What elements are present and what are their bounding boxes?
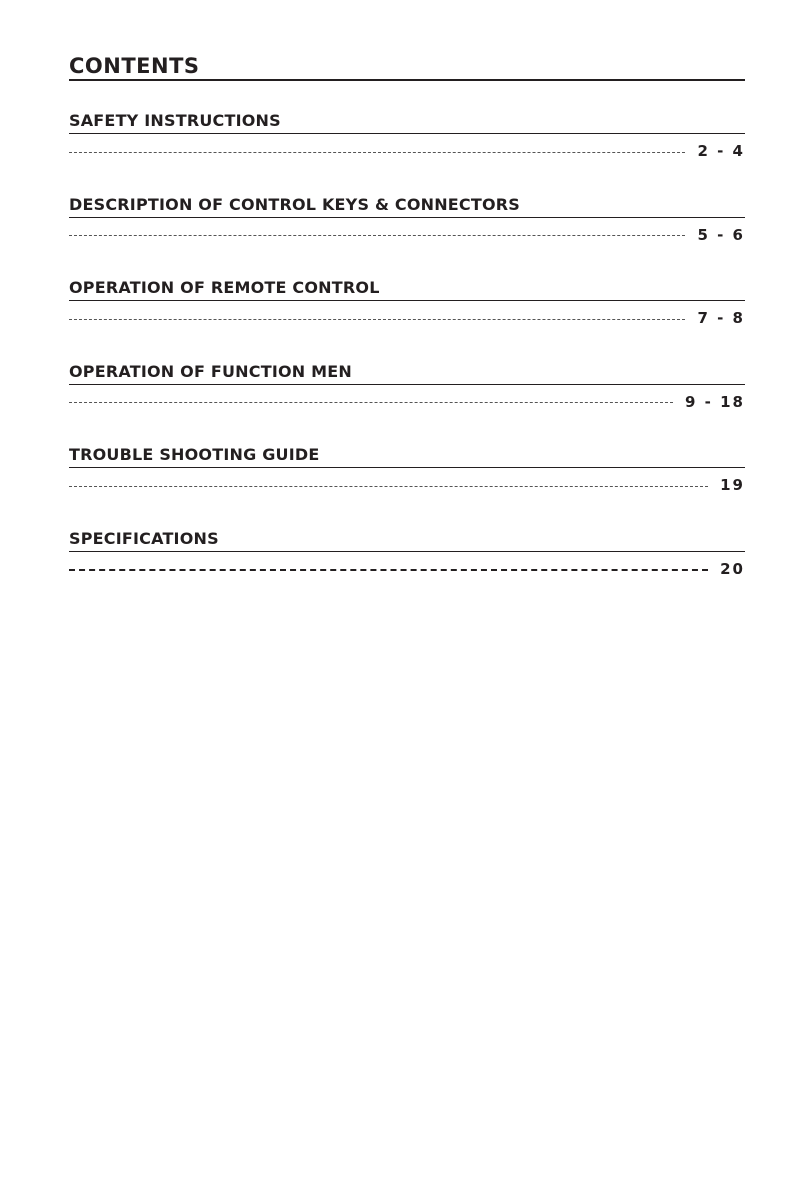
toc-heading — [69, 362, 745, 386]
toc-page-range: 9 - 18 — [685, 392, 745, 411]
contents-title: CONTENTS — [69, 54, 745, 81]
toc-heading-rule — [69, 133, 745, 134]
toc-heading-rule — [69, 217, 745, 218]
toc-entry-control-keys — [69, 195, 745, 279]
toc-entry-specifications — [69, 529, 745, 613]
dotted-leader — [69, 486, 708, 487]
toc-leader-row — [69, 475, 745, 495]
toc-page-range: 19 — [720, 476, 745, 495]
dotted-leader — [69, 235, 685, 236]
toc-entry-trouble-shooting — [69, 445, 745, 529]
toc-heading-text: OPERATION OF FUNCTION MEN — [69, 361, 352, 381]
dotted-leader — [69, 402, 673, 403]
toc-leader-row — [69, 392, 745, 412]
toc-leader-row — [69, 559, 745, 579]
toc-page-range: 7 - 8 — [697, 309, 745, 328]
toc-entry-safety-instructions — [69, 111, 745, 195]
toc-heading — [69, 529, 745, 553]
dotted-leader — [69, 569, 708, 571]
toc-list — [69, 111, 745, 613]
dotted-leader — [69, 319, 685, 320]
toc-heading-rule — [69, 467, 745, 468]
toc-page-range: 5 - 6 — [697, 225, 745, 244]
toc-leader-row — [69, 308, 745, 328]
toc-heading — [69, 278, 745, 302]
toc-leader-row — [69, 141, 745, 161]
toc-heading-rule — [69, 300, 745, 301]
dotted-leader — [69, 152, 685, 153]
toc-heading — [69, 111, 745, 135]
toc-heading-text: DESCRIPTION OF CONTROL KEYS & CONNECTORS — [69, 194, 521, 214]
toc-heading-text: OPERATION OF REMOTE CONTROL — [69, 278, 380, 298]
toc-heading-rule — [69, 384, 745, 385]
toc-heading-text: SAFETY INSTRUCTIONS — [69, 111, 281, 130]
contents-page — [69, 54, 745, 613]
toc-leader-row — [69, 225, 745, 245]
toc-heading — [69, 445, 745, 469]
toc-entry-function-menu — [69, 362, 745, 446]
toc-page-range: 2 - 4 — [697, 142, 745, 160]
toc-heading-rule — [69, 551, 745, 552]
toc-heading-text: SPECIFICATIONS — [69, 528, 219, 548]
toc-heading-text: TROUBLE SHOOTING GUIDE — [69, 445, 320, 465]
toc-heading — [69, 195, 745, 219]
toc-entry-remote-control — [69, 278, 745, 362]
toc-page-range: 20 — [720, 559, 745, 578]
